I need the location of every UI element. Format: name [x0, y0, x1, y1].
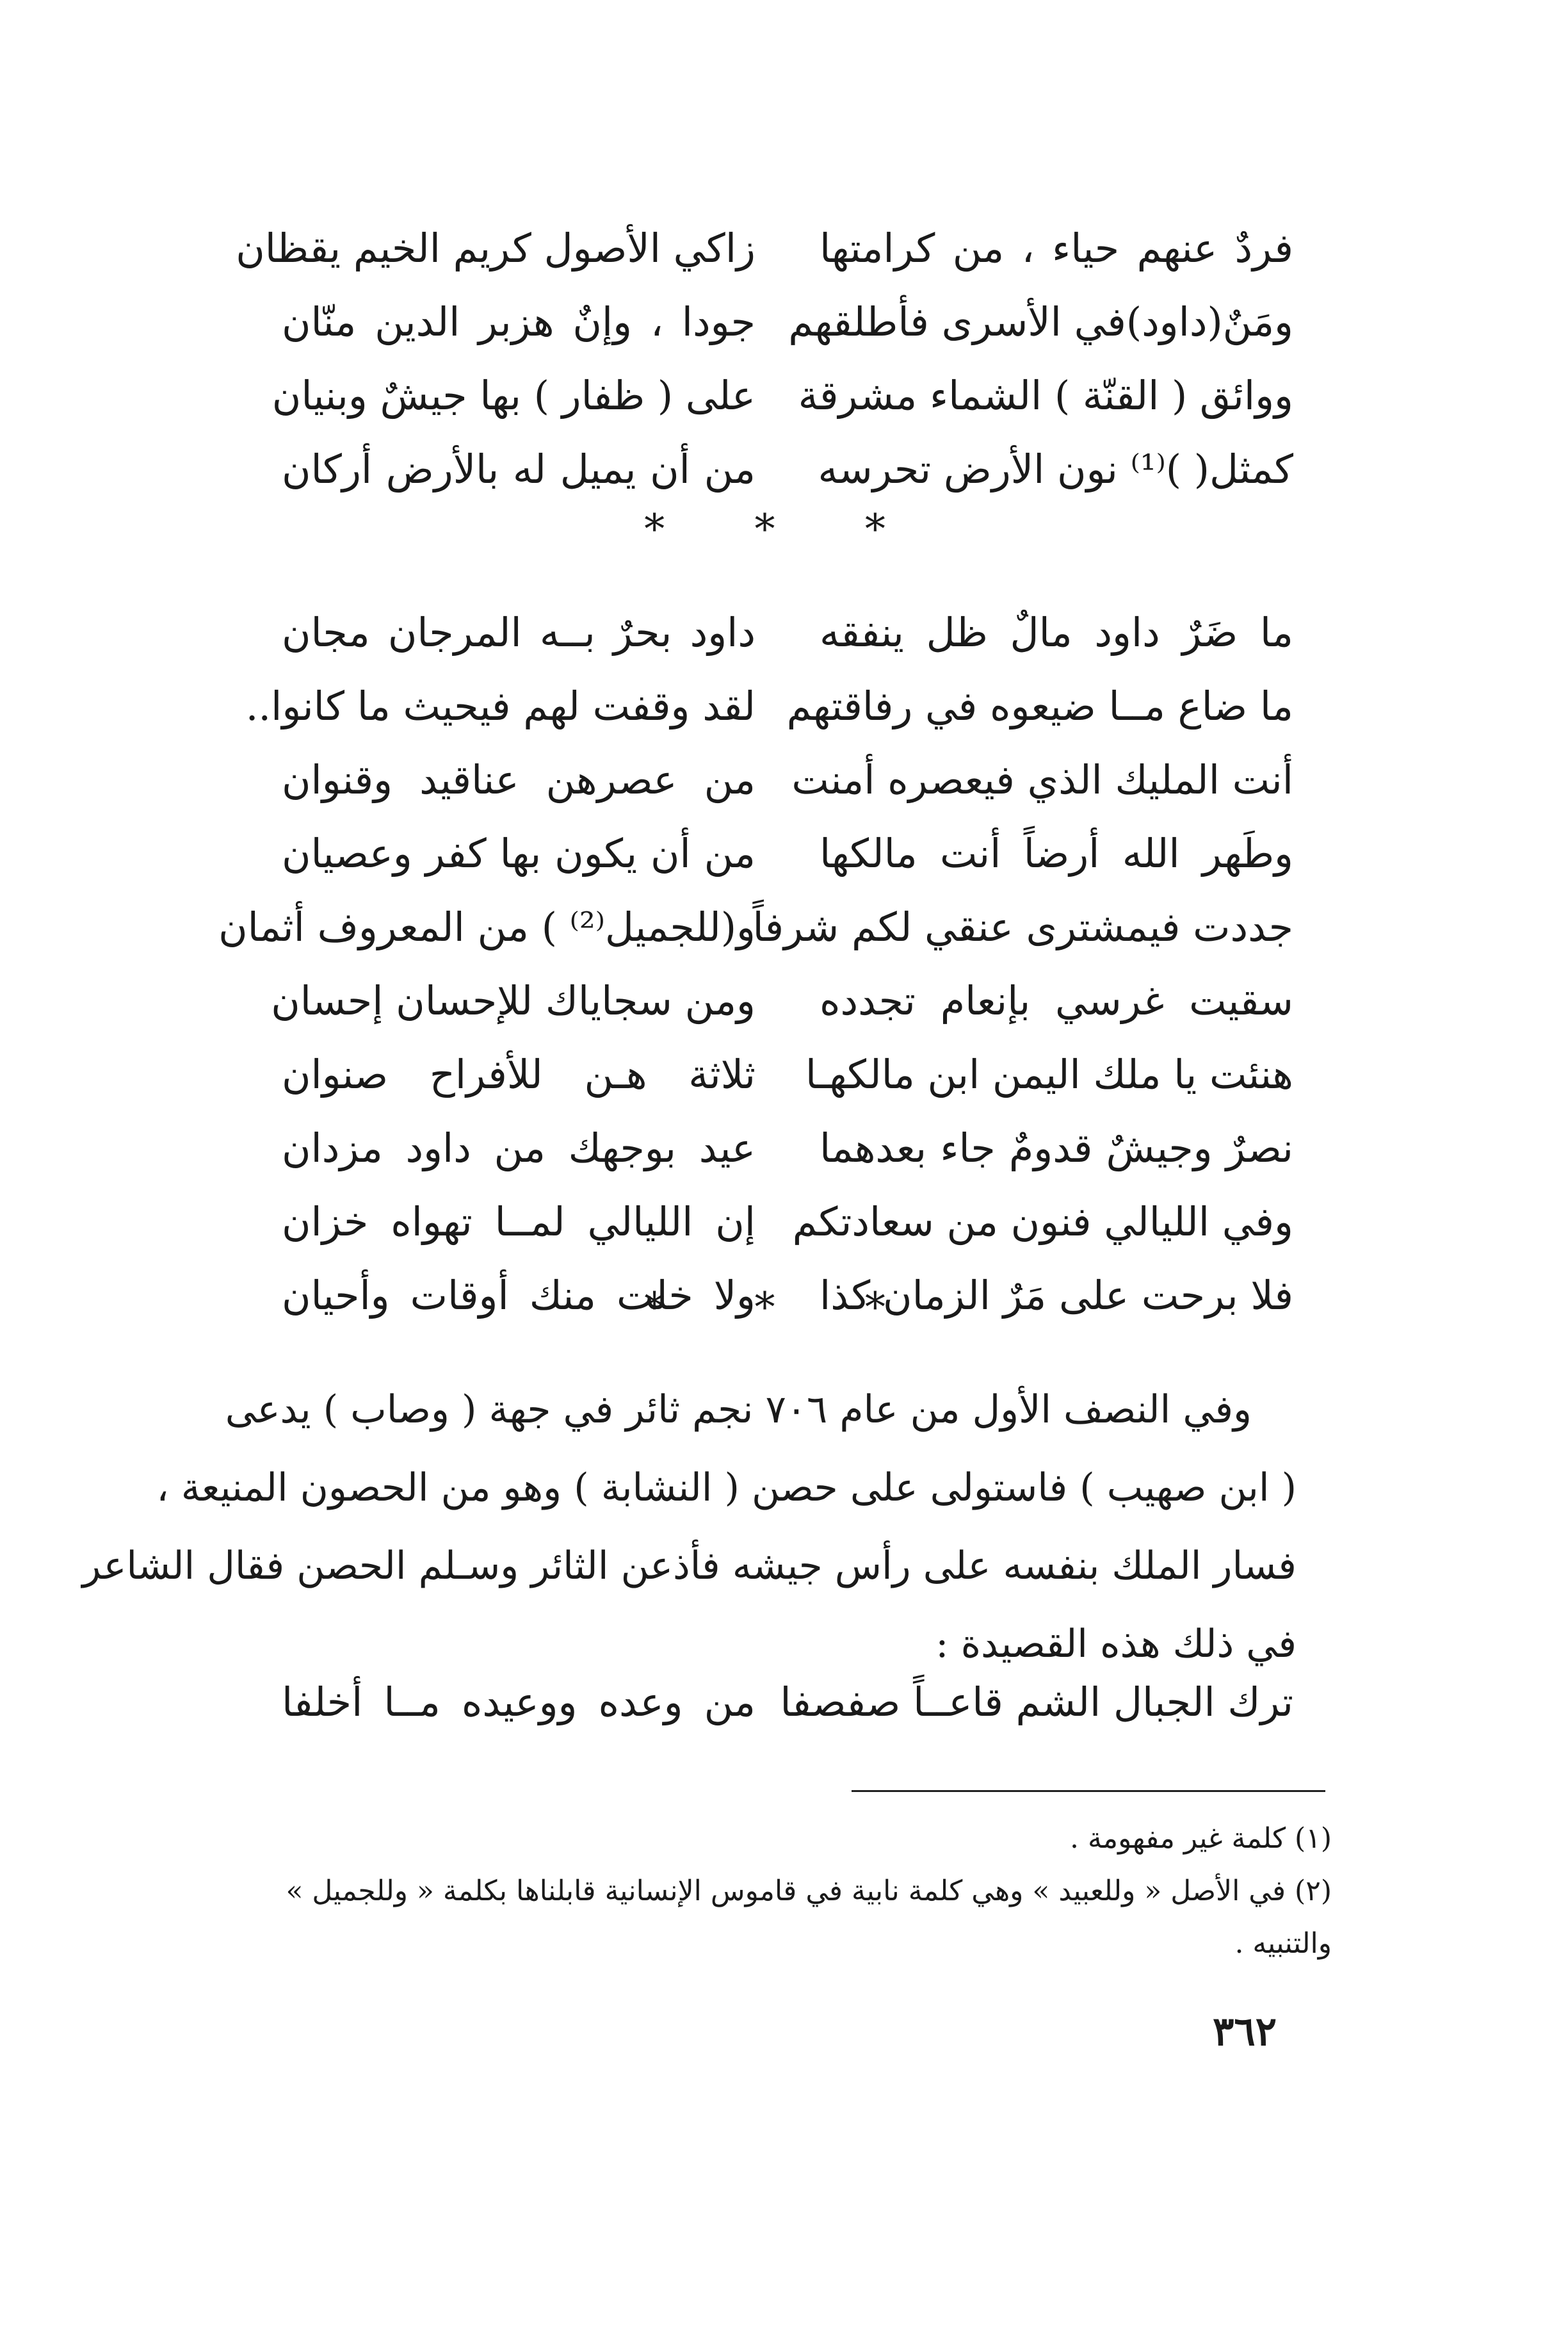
- verse-first-hemistich: فلا برحت على مَرٌ الزمان كذا: [820, 1272, 1293, 1319]
- verse-first-hemistich: وفي الليالي فنون من سعادتكم: [792, 1198, 1293, 1245]
- verse-line: [282, 1111, 1293, 1185]
- verse-second-hemistich: و(للجميل⁽²⁾ ) من المعروف أثمان: [218, 904, 756, 950]
- verse-first-hemistich: كمثل( )⁽¹⁾ نون الأرض تحرسه: [818, 446, 1293, 493]
- paragraph-line: وفي النصف الأول من عام ٧٠٦ نجم ثائر في جهة ( وصاب ) يدعى: [225, 1387, 1252, 1432]
- footnote-marker: (١): [1295, 1822, 1332, 1855]
- verse-line: [282, 743, 1293, 817]
- verse-second-hemistich: ومن سجاياك للإحسان إحسان: [271, 977, 756, 1024]
- verse-first-hemistich: نصرٌ وجيشٌ قدومٌ جاء بعدهما: [820, 1125, 1293, 1171]
- verse-second-hemistich: من عصرهن عناقيد وقنوان: [282, 756, 756, 803]
- footnote-continuation: والتنبيه .: [1234, 1927, 1332, 1960]
- prose-paragraph: [82, 1371, 1297, 1683]
- footnote-text: كلمة غير مفهومة .: [1069, 1822, 1286, 1855]
- verse-line: [271, 964, 1293, 1038]
- paragraph-line: فسار الملك بنفسه على رأس جيشه فأذعن الثائر وسـلم الحصن فقال الشاعر: [82, 1544, 1297, 1588]
- verse-first-hemistich: فردٌ عنهم حياء ، من كرامتها: [820, 225, 1293, 272]
- verse-line: [282, 1185, 1293, 1259]
- footnote-text: في الأصل « وللعبيد » وهي كلمة نابية في قاموس الإنسانية قابلناها بكلمة « وللجميل »: [286, 1875, 1286, 1907]
- verse-first-hemistich: ووائق ( القنّة ) الشماء مشرقة: [798, 372, 1293, 419]
- verse-second-hemistich: داود بحرٌ بــه المرجان مجان: [282, 609, 756, 656]
- verse-line: [282, 1038, 1293, 1111]
- verse-line: [282, 432, 1293, 506]
- poem-stanza-2: [218, 596, 1293, 1332]
- verse-second-hemistich: زاكي الأصول كريم الخيم يقظان: [236, 225, 756, 272]
- poem-stanza-1: [236, 211, 1293, 506]
- paragraph-line: في ذلك هذه القصيدة :: [935, 1622, 1297, 1666]
- verse-second-hemistich: ولا خلت منك أوقات وأحيان: [282, 1272, 756, 1319]
- verse-second-hemistich: على ( ظفار ) بها جيشٌ وبنيان: [271, 372, 756, 419]
- verse-line: [236, 211, 1293, 285]
- verse-second-hemistich: من أن يكون بها كفر وعصيان: [282, 830, 756, 877]
- verse-line: [271, 359, 1293, 432]
- section-separator: * * *: [644, 506, 924, 553]
- verse-first-hemistich: سقيت غرسي بإنعام تجدده: [820, 977, 1293, 1024]
- verse-second-hemistich: لقد وقفت لهم فيحيث ما كانوا..: [245, 683, 756, 729]
- footnote-divider: [852, 1790, 1325, 1792]
- verse-line: [282, 285, 1293, 359]
- verse-line: [218, 890, 1293, 964]
- footnotes: [256, 1813, 1332, 1970]
- page-number: ٣٦٢: [1213, 2008, 1277, 2055]
- section-separator: * * *: [644, 1284, 924, 1332]
- verse-first-hemistich: أنت المليك الذي فيعصره أمنت: [791, 756, 1293, 803]
- verse-second-hemistich: من أن يميل له بالأرض أركان: [282, 446, 756, 493]
- verse-first-hemistich: هنئت يا ملك اليمن ابن مالكهـا: [805, 1051, 1293, 1098]
- footnote-1: [256, 1813, 1332, 1865]
- verse-second-hemistich: ثلاثة هـن للأفراح صنوان: [282, 1051, 756, 1098]
- paragraph-line: ( ابن صهيب ) فاستولى على حصن ( النشابة ) وهو من الحصون المنيعة ،: [156, 1465, 1297, 1510]
- footnote-marker: (٢): [1295, 1875, 1332, 1907]
- verse-first-hemistich: جددت فيمشترى عنقي لكم شرفاً: [752, 904, 1293, 950]
- verse-second-hemistich: من وعده ووعيده مــا أخلفا: [282, 1679, 756, 1725]
- verse-line: [245, 669, 1293, 743]
- verse-second-hemistich: إن الليالي لمــا تهواه خزان: [282, 1198, 756, 1245]
- verse-second-hemistich: جودا ، وإنٌ هزبر الدين منّان: [282, 298, 756, 345]
- verse-line: [282, 1665, 1293, 1739]
- verse-line: [282, 817, 1293, 890]
- verse-first-hemistich: ما ضاع مــا ضيعوه في رفاقتهم: [786, 683, 1293, 729]
- verse-first-hemistich: ومَنٌ(داود)في الأسرى فأطلقهم: [788, 298, 1293, 345]
- verse-line: [282, 596, 1293, 669]
- footnote-2: [256, 1865, 1332, 1970]
- verse-first-hemistich: ما ضَرٌ داود مالٌ ظل ينفقه: [820, 609, 1293, 656]
- verse-first-hemistich: ترك الجبال الشم قاعــاً صفصفا: [780, 1679, 1293, 1725]
- verse-second-hemistich: عيد بوجهك من داود مزدان: [282, 1125, 756, 1171]
- verse-first-hemistich: وطَهر الله أرضاً أنت مالكها: [820, 830, 1293, 877]
